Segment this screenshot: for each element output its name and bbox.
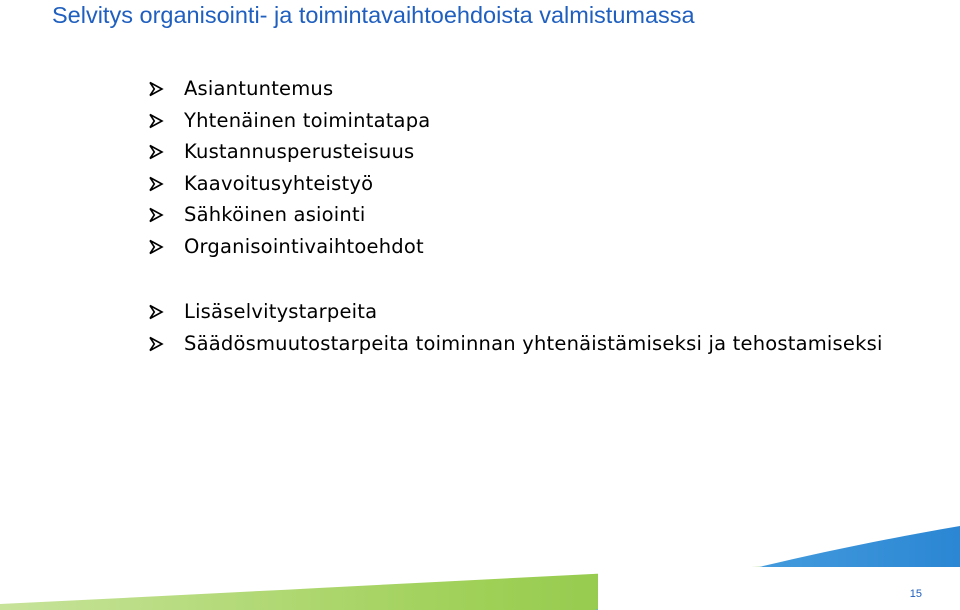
bullet-item: [148, 168, 888, 200]
arrowhead-bullet-icon: [148, 336, 164, 352]
arrowhead-bullet-icon: [148, 239, 164, 255]
bullet-item: [148, 296, 888, 328]
bullet-item: [148, 231, 888, 263]
bullet-item: [148, 105, 888, 137]
arrowhead-bullet-icon: [148, 81, 164, 97]
bullet-text: Sähköinen asiointi: [184, 203, 366, 226]
footer-white-panel: [598, 567, 960, 610]
arrowhead-bullet-icon: [148, 113, 164, 129]
bullet-text: Säädösmuutostarpeita toiminnan yhtenäistämiseksi ja tehostamiseksi: [184, 331, 883, 355]
bullet-text: Kaavoitusyhteistyö: [184, 171, 374, 195]
slide-title: Selvitys organisointi- ja toimintavaihtoehdoista valmistumassa: [52, 2, 695, 28]
bullet-list-secondary: [148, 296, 888, 359]
page-number: 15: [909, 588, 922, 600]
bullet-text: Lisäselvitystarpeita: [184, 300, 378, 323]
bullet-text: Kustannusperusteisuus: [184, 140, 415, 163]
bullet-text: Organisointivaihtoehdot: [184, 234, 424, 258]
bullet-item: [148, 73, 888, 105]
bullet-item: [148, 136, 888, 168]
bullet-text: Asiantuntemus: [184, 77, 334, 100]
arrowhead-bullet-icon: [148, 207, 164, 223]
arrowhead-bullet-icon: [148, 176, 164, 192]
footer-wave-graphic: [0, 520, 960, 610]
bullet-list-main: [148, 73, 888, 262]
bullet-item: [148, 199, 888, 231]
arrowhead-bullet-icon: [148, 144, 164, 160]
arrowhead-bullet-icon: [148, 304, 164, 320]
bullet-text: Yhtenäinen toimintatapa: [184, 108, 431, 132]
bullet-item: [148, 328, 888, 360]
